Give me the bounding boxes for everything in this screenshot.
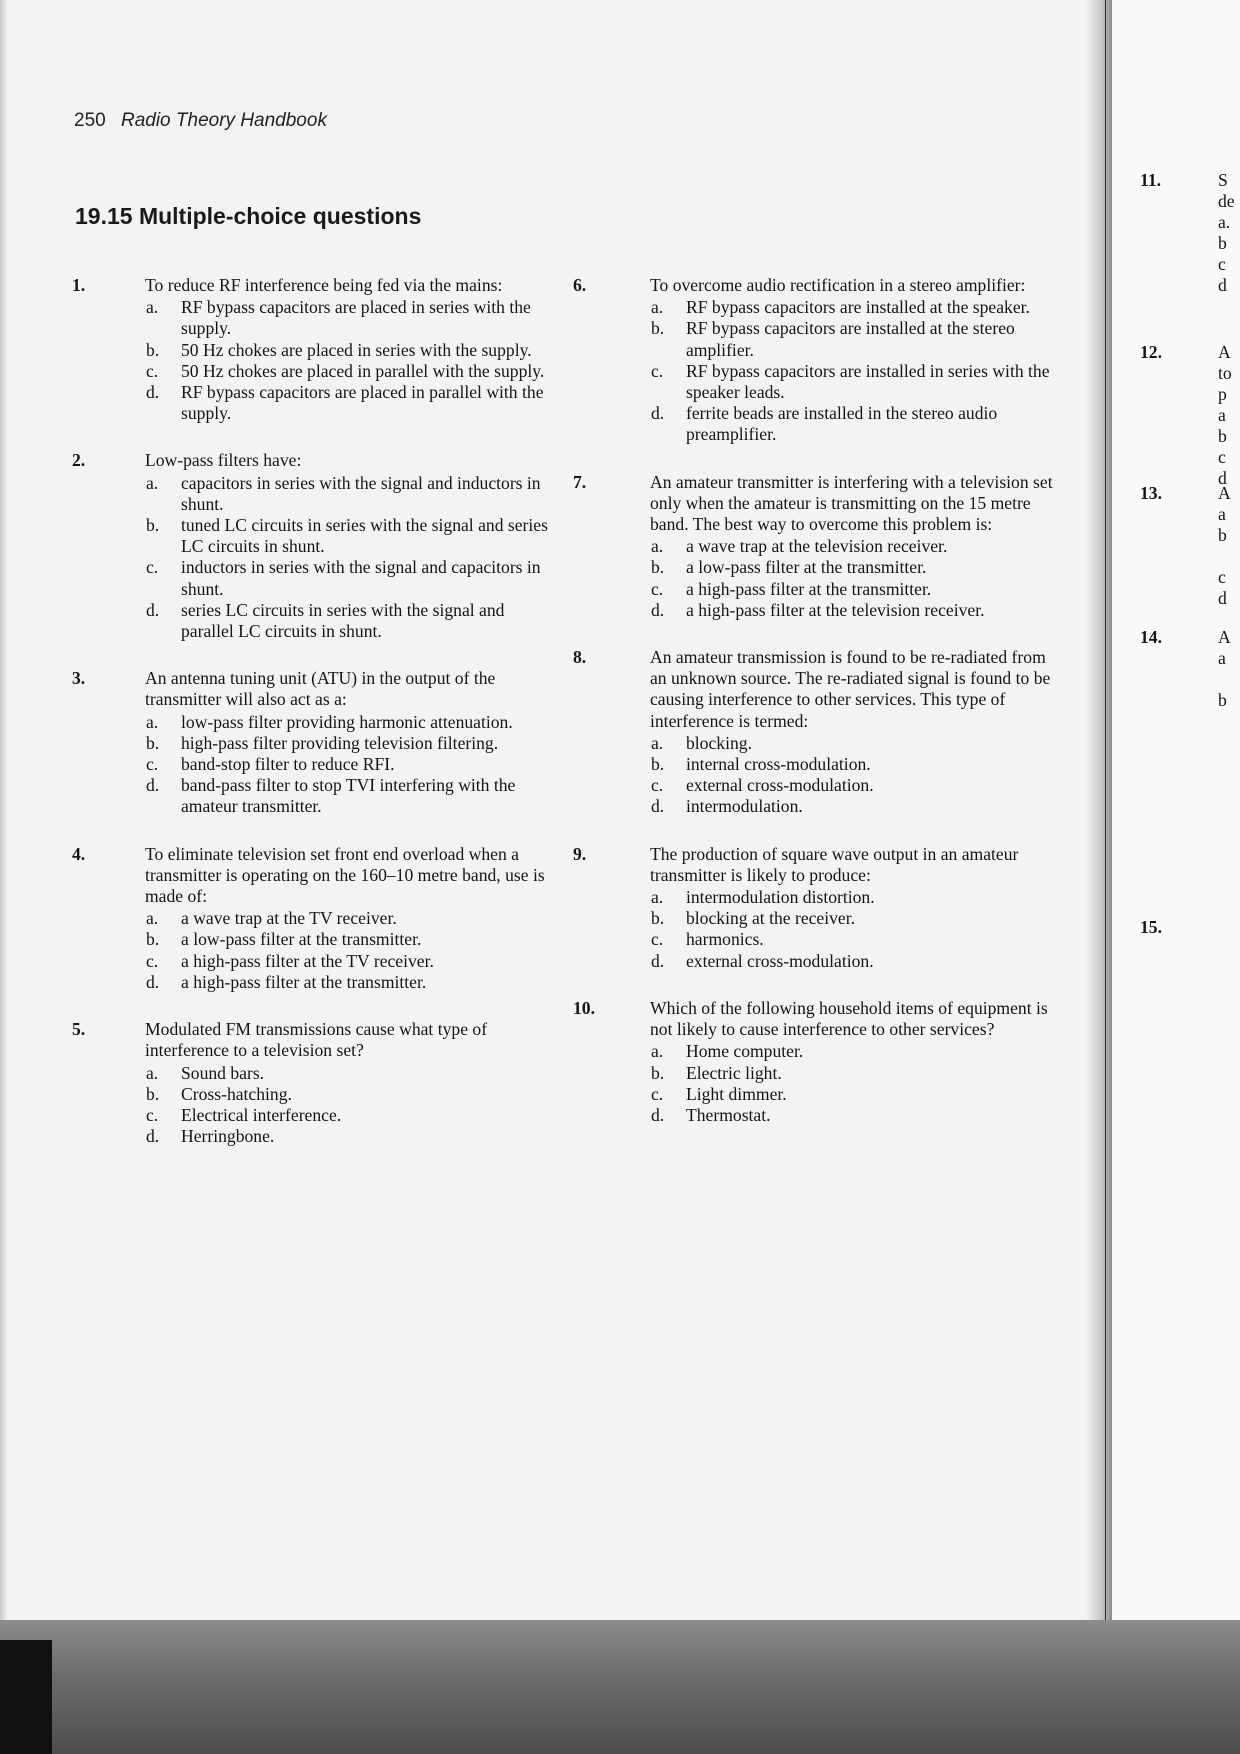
option-letter: d. — [651, 599, 665, 620]
option-letter: d. — [651, 1104, 665, 1125]
questions-column-left — [72, 275, 552, 1173]
question-stem: Modulated FM transmissions cause what type of interference to a television set? — [145, 1019, 488, 1061]
option-text: series LC circuits in series with the signal and parallel LC circuits in shunt. — [181, 599, 505, 642]
option-letter: b. — [146, 515, 160, 536]
option-text: RF bypass capacitors are installed at the stereo amplifier. — [686, 318, 1015, 360]
option-text: inductors in series with the signal and capacitors in shunt. — [181, 557, 541, 599]
question-item — [72, 1019, 552, 1147]
option-letter: d. — [146, 599, 160, 620]
option-letter: d. — [146, 1126, 160, 1147]
option-letter: b. — [146, 929, 160, 950]
option-letter: c. — [146, 1104, 159, 1125]
answer-option — [145, 382, 552, 424]
next-page-fragment: to — [1218, 363, 1232, 383]
option-text: Cross-hatching. — [181, 1083, 292, 1104]
question-item — [573, 275, 1057, 446]
option-text: intermodulation distortion. — [686, 887, 875, 908]
answer-option — [650, 579, 1057, 600]
answer-option — [145, 1084, 552, 1105]
next-page-fragment: a. — [1218, 212, 1231, 232]
option-letter: b. — [146, 339, 160, 360]
option-letter: a. — [651, 1041, 664, 1062]
option-text: internal cross-modulation. — [686, 754, 871, 775]
question-stem: An antenna tuning unit (ATU) in the output of the transmitter will also act as a: — [145, 668, 496, 710]
answer-option — [145, 1063, 552, 1084]
question-stem: Low-pass filters have: — [145, 450, 302, 471]
option-text: Electric light. — [686, 1062, 782, 1083]
answer-option — [650, 557, 1057, 578]
answer-option — [650, 1063, 1057, 1084]
answer-option — [145, 340, 552, 361]
next-page-fragment: c — [1218, 447, 1226, 467]
section-title: 19.15 Multiple-choice questions — [75, 203, 422, 229]
option-text: intermodulation. — [686, 796, 803, 817]
option-text: RF bypass capacitors are installed at the speaker. — [686, 297, 1030, 318]
answer-option — [650, 929, 1057, 950]
option-letter: a. — [146, 711, 159, 732]
question-item — [573, 843, 1057, 972]
answer-option — [650, 951, 1057, 972]
option-letter: b. — [146, 732, 160, 753]
option-letter: c. — [146, 360, 159, 381]
option-letter: c. — [651, 1083, 664, 1104]
answer-option — [650, 1084, 1057, 1105]
option-text: a wave trap at the television receiver. — [686, 536, 948, 557]
option-text: external cross-modulation. — [686, 775, 874, 796]
option-letter: b. — [651, 908, 665, 929]
answer-option — [145, 515, 552, 557]
question-item — [72, 668, 552, 817]
book-gutter-shadow — [1086, 0, 1112, 1620]
option-text: 50 Hz chokes are placed in parallel with the supply. — [181, 360, 545, 381]
answer-option — [145, 972, 552, 993]
option-text: harmonics. — [686, 929, 764, 950]
page-edge-shadow — [0, 0, 8, 1620]
answer-option — [650, 536, 1057, 557]
option-text: Electrical interference. — [181, 1104, 342, 1125]
next-page-fragment: A — [1218, 627, 1231, 647]
next-page-fragment: d — [1218, 588, 1227, 608]
answer-option — [145, 1126, 552, 1147]
answer-option — [145, 733, 552, 754]
next-page-fragment: a — [1218, 648, 1226, 668]
next-page-question-number: 15. — [1140, 917, 1162, 937]
book-title: Radio Theory Handbook — [120, 110, 327, 131]
next-page-question-number: 12. — [1140, 342, 1162, 362]
answer-option — [145, 908, 552, 929]
question-stem: An amateur transmitter is interfering with a television set only when the amateur is transmitting on the 15 metre band. The best way to overcome this problem is: — [650, 471, 1053, 535]
next-page-fragment: de — [1218, 191, 1235, 211]
option-text: Home computer. — [686, 1041, 804, 1062]
option-letter: a. — [146, 297, 159, 318]
option-letter: b. — [146, 1083, 160, 1104]
question-item — [72, 450, 552, 642]
option-letter: a. — [146, 472, 159, 493]
option-text: Light dimmer. — [686, 1083, 787, 1104]
answer-option — [650, 361, 1057, 403]
answer-option — [145, 951, 552, 972]
question-number: 5. — [72, 1019, 86, 1040]
answer-option — [650, 796, 1057, 817]
option-text: blocking at the receiver. — [686, 908, 856, 929]
question-item — [72, 844, 552, 993]
page-number: 250 — [74, 110, 106, 131]
question-number: 4. — [72, 843, 86, 864]
option-letter: d. — [651, 950, 665, 971]
option-letter: c. — [651, 775, 664, 796]
option-text: a wave trap at the TV receiver. — [181, 908, 397, 929]
option-letter: b. — [651, 557, 665, 578]
answer-option — [145, 712, 552, 733]
option-text: a high-pass filter at the transmitter. — [686, 578, 932, 599]
question-number: 1. — [72, 275, 86, 295]
option-letter: d. — [146, 971, 160, 992]
answer-option — [650, 318, 1057, 360]
option-letter: d. — [651, 403, 665, 424]
answer-option — [145, 557, 552, 599]
option-text: RF bypass capacitors are installed in series with the speaker leads. — [686, 360, 1050, 403]
answer-option — [145, 600, 552, 642]
answer-option — [650, 297, 1057, 318]
next-page-fragment: d — [1218, 468, 1227, 488]
option-letter: c. — [651, 578, 664, 599]
question-stem: To reduce RF interference being fed via the mains: — [145, 275, 503, 295]
answer-option — [145, 754, 552, 775]
option-text: capacitors in series with the signal and inductors in shunt. — [181, 472, 541, 514]
next-page-fragment: A — [1218, 483, 1231, 503]
option-letter: b. — [651, 318, 665, 339]
option-letter: a. — [651, 887, 664, 908]
question-item — [573, 471, 1057, 621]
option-text: band-pass filter to stop TVI interfering with the amateur transmitter. — [181, 775, 516, 817]
answer-option — [145, 1105, 552, 1126]
next-page-question-number: 13. — [1140, 483, 1162, 503]
option-text: a low-pass filter at the transmitter. — [686, 557, 927, 578]
option-text: external cross-modulation. — [686, 950, 874, 971]
answer-option — [145, 297, 552, 339]
option-letter: a. — [146, 908, 159, 929]
option-text: a low-pass filter at the transmitter. — [181, 929, 422, 950]
answer-option — [145, 775, 552, 817]
question-number: 3. — [72, 668, 86, 689]
answer-option — [650, 754, 1057, 775]
option-text: 50 Hz chokes are placed in series with the supply. — [181, 339, 532, 360]
question-item — [573, 997, 1057, 1126]
option-letter: d. — [146, 775, 160, 796]
next-page-fragment: d — [1218, 275, 1227, 295]
answer-option — [650, 908, 1057, 929]
next-page-question-number: 14. — [1140, 627, 1162, 647]
running-head — [74, 110, 327, 132]
option-letter: a. — [651, 732, 664, 753]
questions-column-right — [573, 275, 1057, 1152]
next-page-fragment: c — [1218, 254, 1226, 274]
answer-option — [650, 887, 1057, 908]
option-letter: a. — [146, 1062, 159, 1083]
question-number: 2. — [72, 450, 86, 471]
next-page-fragment: b — [1218, 690, 1227, 710]
question-number: 8. — [573, 647, 587, 668]
next-page-fragment: c — [1218, 567, 1226, 587]
option-text: tuned LC circuits in series with the signal and series LC circuits in shunt. — [181, 515, 548, 557]
question-number: 7. — [573, 471, 587, 492]
next-page-fragment: p — [1218, 384, 1227, 404]
option-text: a high-pass filter at the television receiver. — [686, 599, 985, 620]
option-letter: c. — [146, 557, 159, 578]
question-stem: An amateur transmission is found to be re-radiated from an unknown source. The re-radiated signal is found to be causing interference to other services. This type of interference is termed: — [650, 647, 1051, 731]
question-stem: To overcome audio rectification in a stereo amplifier: — [650, 275, 1026, 295]
option-letter: b. — [651, 1062, 665, 1083]
question-stem: The production of square wave output in an amateur transmitter is likely to produce: — [650, 843, 1019, 885]
question-number: 9. — [573, 843, 587, 864]
option-text: RF bypass capacitors are placed in series with the supply. — [181, 297, 531, 339]
option-letter: c. — [146, 754, 159, 775]
next-page-fragment: b — [1218, 426, 1227, 446]
option-text: band-stop filter to reduce RFI. — [181, 754, 395, 775]
question-number: 6. — [573, 275, 587, 295]
option-text: RF bypass capacitors are placed in parallel with the supply. — [181, 382, 544, 424]
next-page-fragment: a — [1218, 504, 1226, 524]
next-page-fragment: b — [1218, 525, 1227, 545]
next-page-fragment: S — [1218, 170, 1228, 190]
option-text: Sound bars. — [181, 1062, 265, 1083]
next-page-fragment: A — [1218, 342, 1231, 362]
answer-option — [145, 929, 552, 950]
question-number: 10. — [573, 997, 595, 1018]
option-letter: d. — [146, 382, 160, 403]
option-text: Herringbone. — [181, 1126, 275, 1147]
option-text: ferrite beads are installed in the stereo audio preamplifier. — [686, 403, 998, 445]
option-text: a high-pass filter at the TV receiver. — [181, 950, 434, 971]
option-letter: a. — [651, 536, 664, 557]
option-text: high-pass filter providing television filtering. — [181, 732, 499, 753]
option-text: Thermostat. — [686, 1104, 771, 1125]
answer-option — [650, 600, 1057, 621]
scanner-corner — [0, 1640, 52, 1754]
option-letter: d. — [651, 796, 665, 817]
question-stem: To eliminate television set front end overload when a transmitter is operating on the 160–10 metre band, use is made of: — [145, 843, 545, 907]
next-page-question-number: 11. — [1140, 170, 1162, 190]
answer-option — [650, 775, 1057, 796]
answer-option — [650, 1105, 1057, 1126]
option-letter: c. — [651, 360, 664, 381]
next-page-fragment: a — [1218, 405, 1226, 425]
option-letter: c. — [651, 929, 664, 950]
answer-option — [145, 473, 552, 515]
option-letter: c. — [146, 950, 159, 971]
next-page-fragment: b — [1218, 233, 1227, 253]
option-text: low-pass filter providing harmonic attenuation. — [181, 711, 513, 732]
answer-option — [650, 733, 1057, 754]
answer-option — [145, 361, 552, 382]
option-letter: b. — [651, 754, 665, 775]
answer-option — [650, 403, 1057, 445]
question-item — [72, 275, 552, 424]
answer-option — [650, 1041, 1057, 1062]
question-item — [573, 647, 1057, 818]
question-stem: Which of the following household items of equipment is not likely to cause interference to other services? — [650, 997, 1048, 1040]
option-text: a high-pass filter at the transmitter. — [181, 971, 427, 992]
option-letter: a. — [651, 297, 664, 318]
option-text: blocking. — [686, 732, 752, 753]
scanner-bottom-edge — [0, 1620, 1240, 1754]
